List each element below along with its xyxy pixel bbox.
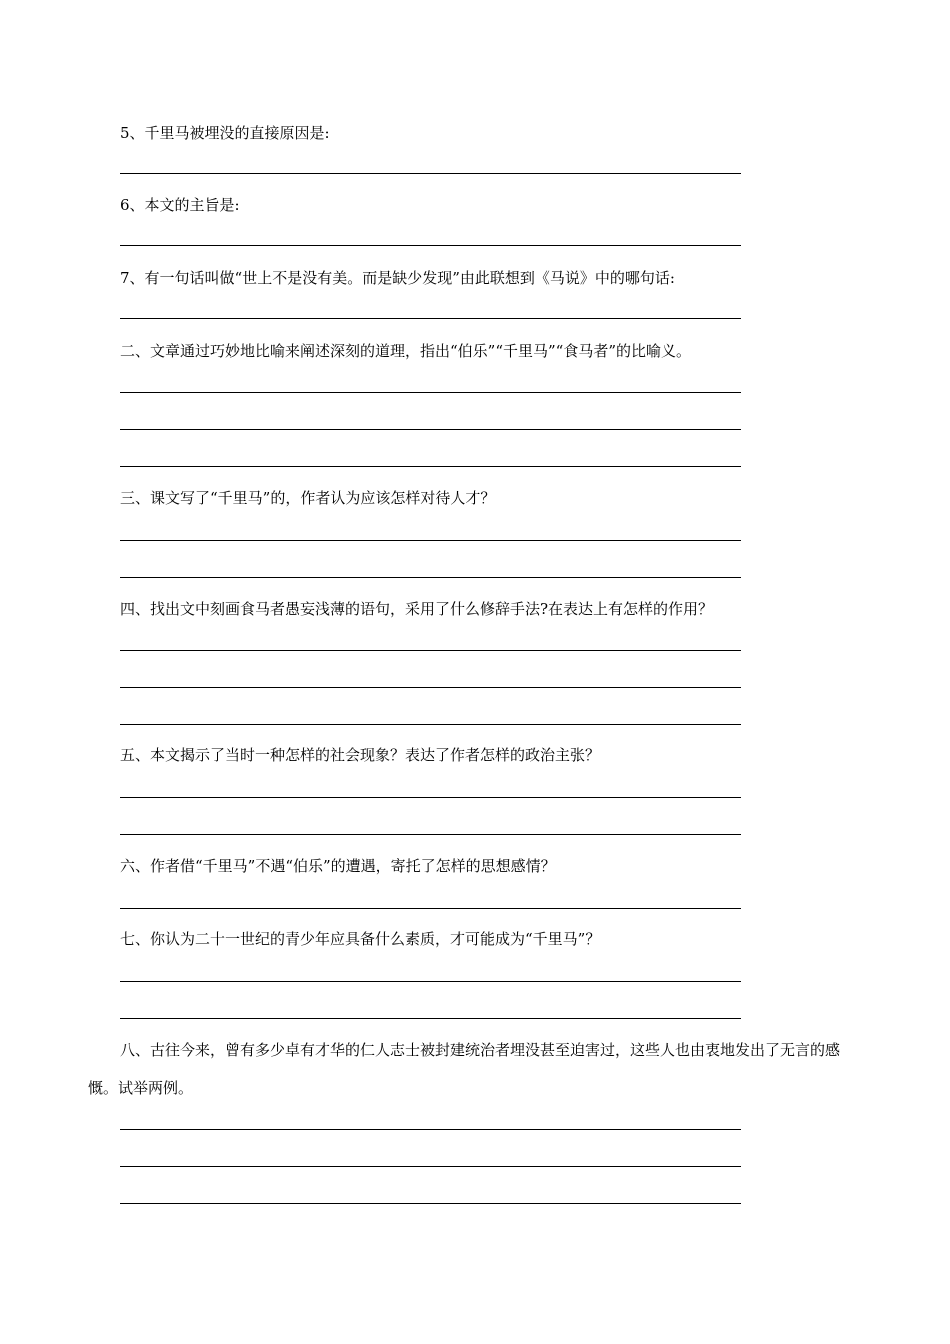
answer-line[interactable] [120,834,741,835]
answer-line[interactable] [120,650,741,651]
answer-line[interactable] [120,981,741,982]
section-6-question: 六、作者借“千里马”不遇“伯乐”的遭遇，寄托了怎样的思想感情？ [120,857,556,875]
answer-line[interactable] [120,173,741,174]
section-8-question: 八、古往今来，曾有多少卓有才华的仁人志士被封建统治者埋没甚至迫害过，这些人也由衷地发出了无言的感慨。试举两例。 [88,1041,841,1097]
answer-line[interactable] [120,429,741,430]
answer-line[interactable] [120,1129,741,1130]
answer-line[interactable] [120,1203,741,1204]
answer-line[interactable] [120,466,741,467]
answer-line[interactable] [120,797,741,798]
question-6: 6、本文的主旨是: [120,196,240,214]
answer-line[interactable] [120,908,741,909]
answer-line[interactable] [120,1018,741,1019]
answer-line[interactable] [120,318,741,319]
question-5: 5、千里马被埋没的直接原因是: [120,124,330,142]
question-7: 7、有一句话叫做“世上不是没有美。而是缺少发现”由此联想到《马说》中的哪句话: [120,269,675,287]
section-5-question: 五、本文揭示了当时一种怎样的社会现象？表达了作者怎样的政治主张？ [120,746,601,764]
section-7-question: 七、你认为二十一世纪的青少年应具备什么素质，才可能成为“千里马”？ [120,930,601,948]
answer-line[interactable] [120,577,741,578]
section-3-question: 三、课文写了“千里马”的，作者认为应该怎样对待人才？ [120,489,496,507]
answer-line[interactable] [120,392,741,393]
answer-line[interactable] [120,687,741,688]
section-4-question: 四、找出文中刻画食马者愚妄浅薄的语句，采用了什么修辞手法?在表达上有怎样的作用？ [120,600,714,618]
answer-line[interactable] [120,245,741,246]
answer-line[interactable] [120,540,741,541]
answer-line[interactable] [120,1166,741,1167]
section-2-question: 二、文章通过巧妙地比喻来阐述深刻的道理，指出“伯乐”“千里马”“食马者”的比喻义。 [120,342,692,360]
answer-line[interactable] [120,724,741,725]
